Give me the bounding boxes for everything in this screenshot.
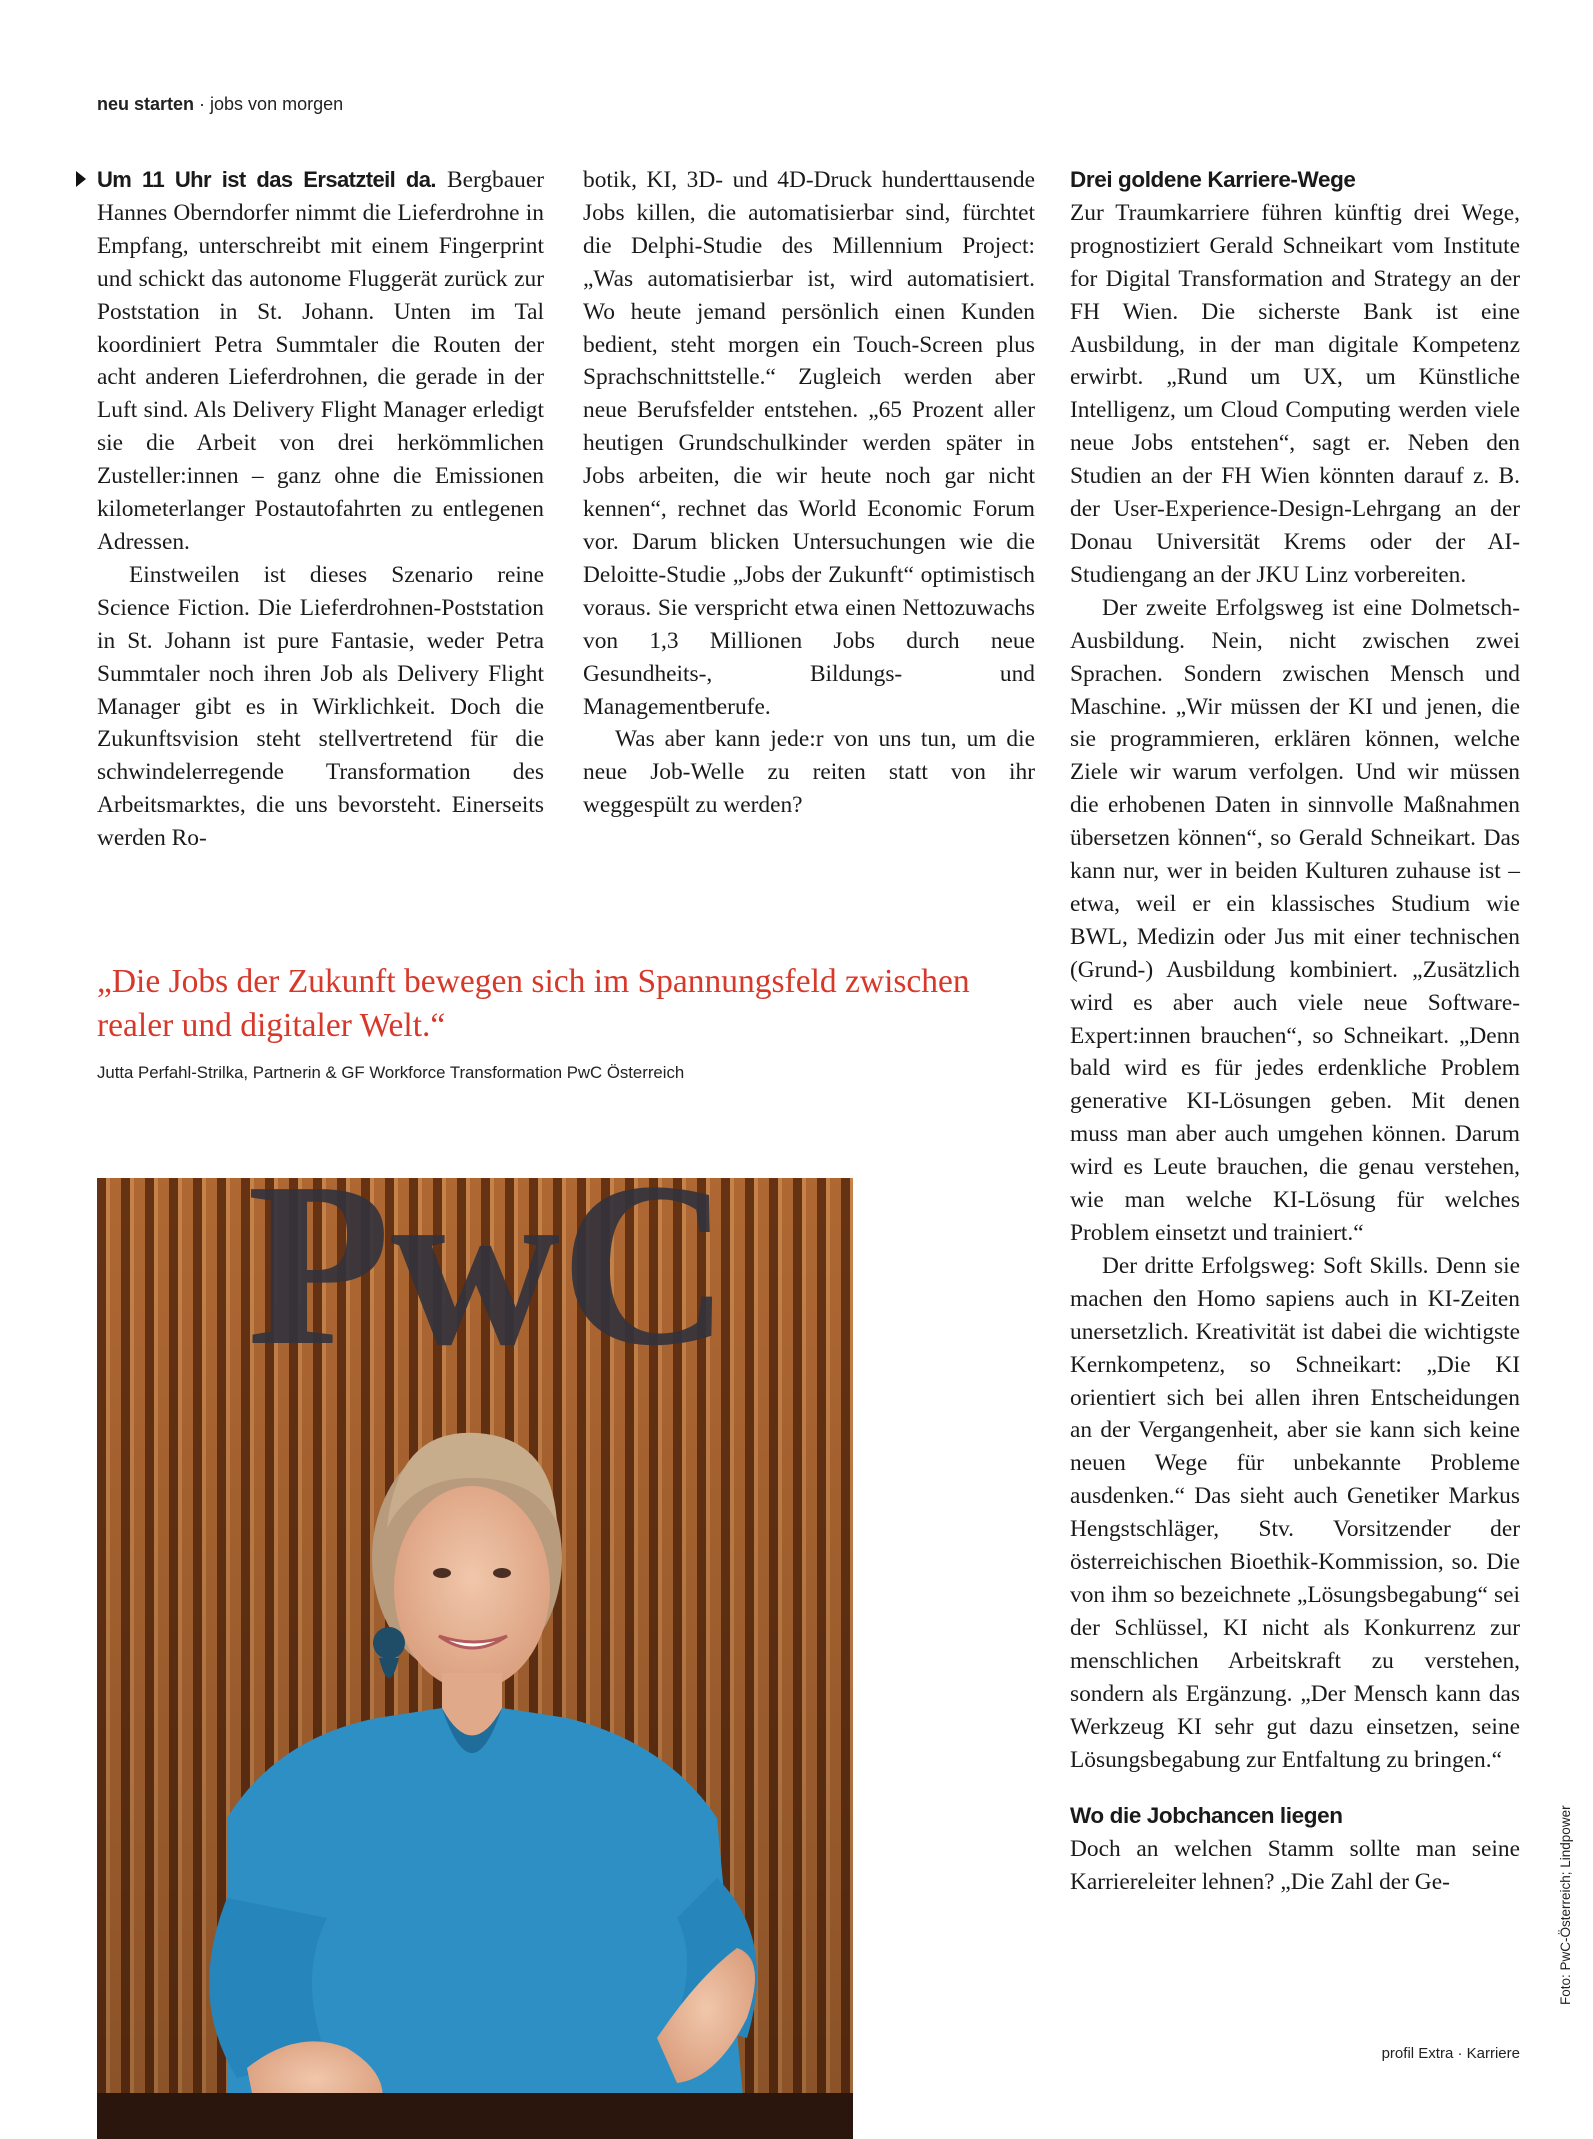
article-column-3 [1070, 164, 1520, 1899]
portrait-illustration [97, 1178, 853, 2139]
pull-quote-source: Jutta Perfahl-Strilka, Partnerin & GF Workforce Transformation PwC Österreich [97, 1063, 685, 1082]
footer-separator: · [1453, 2045, 1467, 2062]
article-column-2 [583, 164, 1035, 822]
subheading-jobchancen: Wo die Jobchancen liegen [1070, 1803, 1343, 1829]
lead-in: Um 11 Uhr ist das Ersatzteil da. [97, 167, 436, 192]
footer-section: Karriere [1466, 2045, 1520, 2062]
header-separator: · [194, 94, 211, 114]
running-footer [1382, 2045, 1520, 2062]
running-header [97, 94, 343, 115]
column2-paragraph-2: Was aber kann jede:r von uns tun, um die neue Job-Welle zu reiten statt von ihr weggespült zu werden? [583, 726, 1035, 819]
column3-paragraph-4: Doch an welchen Stamm sollte man seine Karriereleiter lehnen? „Die Zahl der Ge- [1070, 1836, 1520, 1896]
column3-paragraph-2: Der zweite Erfolgsweg ist eine Dolmetsch-Ausbildung. Nein, nicht zwischen zwei Sprachen. Sondern zwischen Mensch und Maschine. „Wir müssen der KI und jenen, die sie programmieren, erklären können, welche Ziele wir warum verfolgen. Und wir müssen die erhobenen Daten in sinnvolle Maßnahmen übersetzen können“, so Gerald Schneikart. Das kann nur, wer in beiden Kulturen zuhause ist – etwa, weil er ein klassisches Studium wie BWL, Medizin oder Jus mit einer technischen (Grund-) Ausbildung kombiniert. „Zusätzlich wird es aber auch viele neue Software-Expert:innen brauchen“, so Schneikart. „Denn bald wird es für jedes erdenkliche Problem generative KI-Lösungen geben. Mit denen muss man aber auch umgehen können. Darum wird es Leute brauchen, die genau verstehen, wie man welche KI-Lösung für welches Problem einsetzt und trainiert.“ [1070, 594, 1520, 1246]
column3-paragraph-3: Der dritte Erfolgsweg: Soft Skills. Denn sie machen den Homo sapiens auch in KI-Zeiten unersetzlich. Kreativität ist dabei die wichtigste Kernkompetenz, so Schneikart: „Die KI orientiert sich bei allen ihren Entscheidungen an der Vergangenheit, aber sie kann sich keine neuen Wege für unbekannte Probleme ausdenken.“ Das sieht auch Genetiker Markus Hengstschläger, Stv. Vorsitzender der österreichischen Bioethik-Kommission, so. Die von ihm so bezeichnete „Lösungsbegabung“ sei der Schlüssel, KI nicht als Konkurrenz zur menschlichen Arbeitskraft zu verstehen, sondern als Ergänzung. „Der Mensch kann das Werkzeug KI sehr gut dazu einsetzen, seine Lösungsbegabung zur Entfaltung zu bringen.“ [1070, 1252, 1520, 1773]
column1-paragraph-2: Einstweilen ist dieses Szenario reine Science Fiction. Die Lieferdrohnen-Poststation in St. Johann ist pure Fantasie, weder Petra Summtaler noch ihren Job als Delivery Flight Manager gibt es in Wirklichkeit. Doch die Zukunftsvision steht stellvertretend für die schwindelerregende Transformation des Arbeitsmarktes, die uns bevorsteht. Einerseits werden Ro- [97, 561, 544, 852]
column2-paragraph-1: botik, KI, 3D- und 4D-Druck hunderttausende Jobs killen, die automatisierbar sind, fürchtet die Delphi-Studie des Millennium Project: „Was automatisierbar ist, wird automatisiert. Wo heute jemand persönlich einen Kunden bedient, steht morgen ein Touch-Screen plus Sprachschnittstelle.“ Zugleich werden aber neue Berufsfelder entstehen. „65 Prozent aller heutigen Grundschulkinder werden später in Jobs arbeiten, die wir heute noch gar nicht kennen“, rechnet das World Economic Forum vor. Darum blicken Untersuchungen wie die Deloitte-Studie „Jobs der Zukunft“ optimistisch voraus. Sie verspricht etwa einen Nettozuwachs von 1,3 Millionen Jobs durch neue Gesundheits-, Bildungs- und Managementberufe. [583, 167, 1035, 720]
lead-triangle-icon [76, 171, 86, 187]
column1-paragraph-1 [97, 164, 544, 559]
pull-quote: „Die Jobs der Zukunft bewegen sich im Spannungsfeld zwischen realer und digitaler Welt.“ [97, 963, 970, 1044]
portrait-photo [97, 1178, 853, 2139]
article-column-1 [97, 164, 544, 855]
pwc-sign: PwC [247, 1178, 730, 1394]
photo-credit: Foto: PwC-Österreich; Lindpower [1558, 1805, 1573, 2005]
footer-publication: profil Extra [1381, 2045, 1454, 2062]
subheading-karriere-wege: Drei goldene Karriere-Wege [1070, 167, 1356, 192]
column3-paragraph-1: Zur Traumkarriere führen künftig drei Wege, prognostiziert Gerald Schneikart vom Institute for Digital Transformation and Strategy an der FH Wien. Die sicherste Bank ist eine Ausbildung, in der man digitale Kompetenz erwirbt. „Rund um UX, um Künstliche Intelligenz, um Cloud Computing werden viele neue Jobs entstehen“, sagt er. Neben den Studien an der FH Wien könnten darauf z. B. der User-Experience-Design-Lehrgang an der Donau Universität Krems oder der AI-Studiengang an der JKU Linz vorbereiten. [1070, 199, 1520, 588]
header-subsection: jobs von morgen [210, 94, 344, 114]
header-section: neu starten [97, 94, 195, 114]
column1-paragraph-1-text: Bergbauer Hannes Oberndorfer nimmt die Lieferdrohne in Empfang, unterschreibt mit einem Fingerprint und schickt das autonome Fluggerät zurück zur Poststation in St. Johann. Unten im Tal koordiniert Petra Summtaler die Routen der acht anderen Lieferdrohnen, die gerade in der Luft sind. Als Delivery Flight Manager erledigt sie die Arbeit von drei herkömmlichen Zusteller:innen – ganz ohne die Emissionen kilometerlanger Postautofahrten zu entlegenen Adressen. [97, 167, 544, 555]
